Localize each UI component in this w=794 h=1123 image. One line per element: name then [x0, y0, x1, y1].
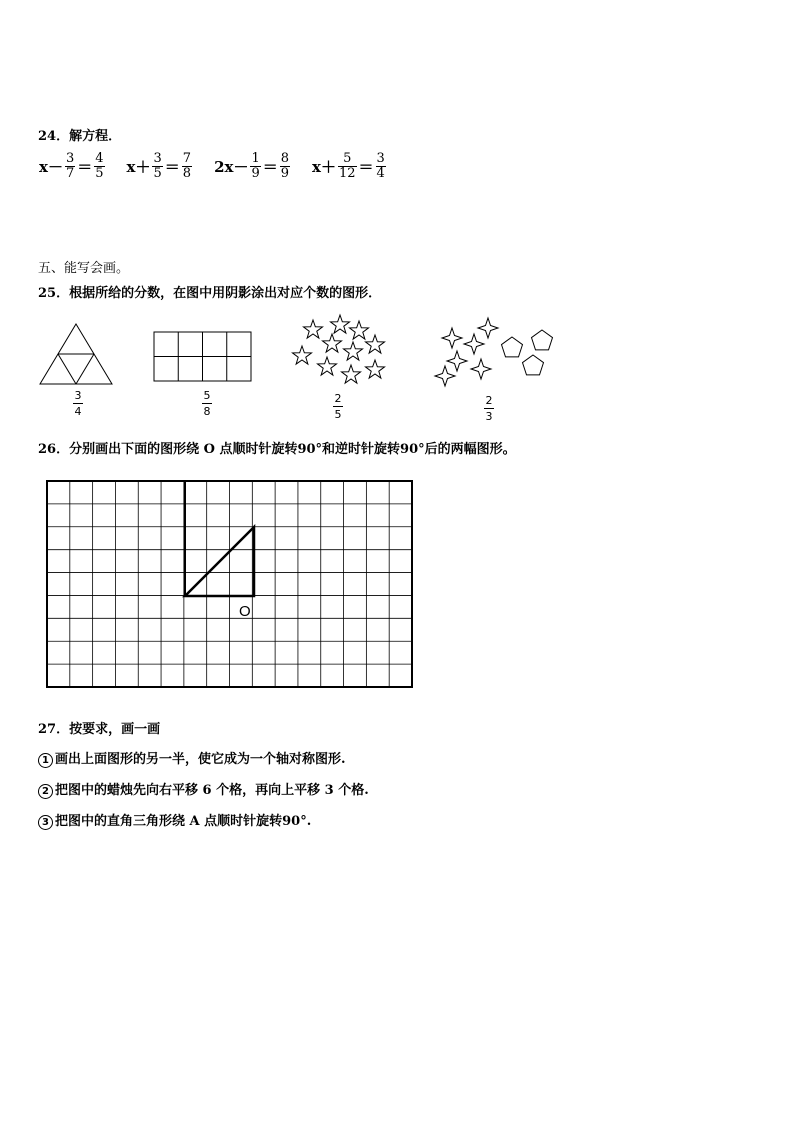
point-o-label: O [239, 603, 251, 620]
q27-item-1 [38, 748, 346, 768]
circled-number: 1 [38, 753, 53, 768]
stars-figure [285, 312, 395, 392]
fraction: $\frac{8}{9}$ [280, 151, 290, 181]
eq-lhs: x＋ [312, 158, 336, 176]
circled-number: 3 [38, 815, 53, 830]
fraction: $\frac{3}{7}$ [65, 151, 75, 181]
item-text: 画出上面图形的另一半，使它成为一个轴对称图形. [55, 752, 346, 767]
fraction: $\frac{3}{5}$ [153, 151, 162, 181]
q26-title: 26．分别画出下面的图形绕 O 点顺时针旋转90°和逆时针旋转90°后的两幅图形。 [38, 442, 516, 457]
equals-sign: ＝ [358, 158, 374, 176]
item-text: 把图中的蜡烛先向右平移 6 个格，再向上平移 3 个格. [55, 783, 369, 798]
eq-lhs: 2x－ [214, 158, 249, 176]
section-heading: 五、能写会画。 [38, 261, 130, 276]
circled-number: 2 [38, 784, 53, 799]
fraction: $\frac{1}{9}$ [251, 151, 260, 181]
equation-4 [311, 152, 387, 181]
equation-2 [126, 152, 194, 181]
fraction: $\frac{7}{8}$ [182, 151, 192, 181]
fraction: $\frac{3}{4}$ [376, 151, 385, 181]
fraction-label-1: 3 4 [74, 389, 82, 418]
equals-sign: ＝ [262, 158, 278, 176]
triangle-figure [38, 322, 116, 388]
q27-item-2 [38, 779, 369, 799]
fraction: $\frac{4}{5}$ [95, 151, 104, 181]
q24-equations [38, 152, 387, 181]
equals-sign: ＝ [77, 158, 93, 176]
equation-3 [213, 152, 291, 181]
stars-pentagons-figure [430, 315, 560, 390]
rectangle-grid-figure [153, 331, 253, 383]
equation-1 [38, 152, 106, 181]
item-text: 把图中的直角三角形绕 A 点顺时针旋转90°. [55, 814, 312, 829]
q27-item-3 [38, 810, 311, 830]
q27-title: 27．按要求，画一画 [38, 722, 161, 737]
rotation-grid [46, 480, 414, 689]
equals-sign: ＝ [164, 158, 180, 176]
eq-lhs: x－ [39, 158, 63, 176]
q25-title: 25．根据所给的分数，在图中用阴影涂出对应个数的图形． [38, 286, 382, 301]
fraction-label-2: 5 8 [203, 389, 211, 418]
q24-title: 24．解方程． [38, 129, 122, 144]
fraction-label-3: 2 5 [334, 392, 342, 421]
fraction: $\frac{5}{12}$ [338, 151, 356, 181]
right-triangle [185, 527, 254, 596]
eq-lhs: x＋ [126, 158, 151, 176]
fraction-label-4: 2 3 [485, 394, 493, 423]
